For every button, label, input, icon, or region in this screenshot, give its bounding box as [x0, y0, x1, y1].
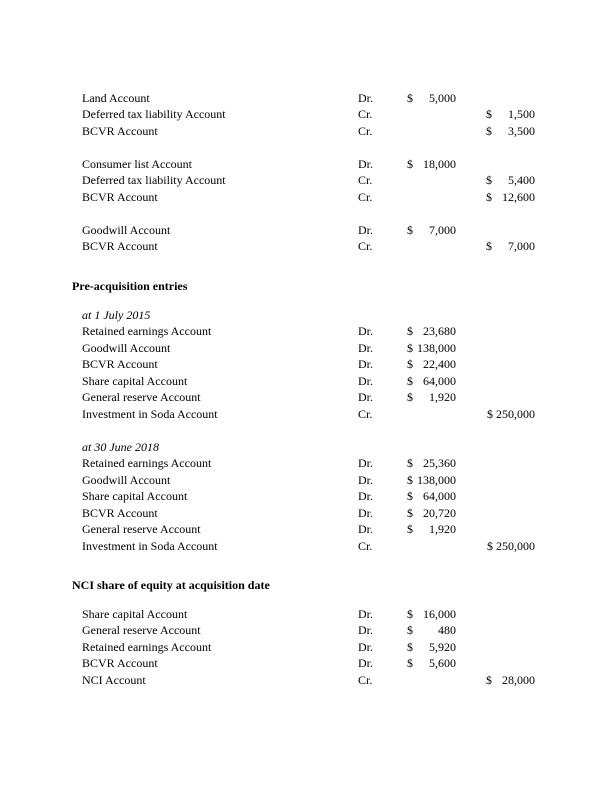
sub-heading: at 1 July 2015: [82, 308, 151, 322]
debit-currency: $: [407, 623, 413, 637]
account-name: Goodwill Account: [82, 223, 171, 237]
debit-currency: $: [407, 506, 413, 520]
journal-row: [0, 488, 612, 504]
journal-row: [0, 106, 612, 122]
debit-amount: 64,000: [423, 489, 456, 503]
dr-cr-indicator: Dr.: [358, 324, 373, 338]
credit-amount: 12,600: [502, 190, 535, 204]
debit-currency: $: [407, 640, 413, 654]
dr-cr-indicator: Dr.: [358, 656, 373, 670]
account-name: BCVR Account: [82, 124, 158, 138]
dr-cr-indicator: Cr.: [358, 124, 373, 138]
journal-row: [0, 406, 612, 422]
dr-cr-indicator: Dr.: [358, 473, 373, 487]
account-name: Investment in Soda Account: [82, 539, 218, 553]
debit-currency: $: [407, 374, 413, 388]
account-name: Investment in Soda Account: [82, 407, 218, 421]
debit-amount: 18,000: [423, 157, 456, 171]
credit-currency: $: [486, 673, 492, 687]
credit-amount: 28,000: [502, 673, 535, 687]
account-name: BCVR Account: [82, 506, 158, 520]
dr-cr-indicator: Dr.: [358, 506, 373, 520]
debit-currency: $: [407, 656, 413, 670]
account-name: General reserve Account: [82, 623, 201, 637]
dr-cr-indicator: Cr.: [358, 107, 373, 121]
debit-currency: $: [407, 341, 413, 355]
debit-currency: $: [407, 324, 413, 338]
debit-currency: $: [407, 522, 413, 536]
section-heading: NCI share of equity at acquisition date: [72, 578, 270, 592]
journal-row: [0, 356, 612, 372]
dr-cr-indicator: Dr.: [358, 623, 373, 637]
debit-amount: 23,680: [423, 324, 456, 338]
account-name: Share capital Account: [82, 607, 188, 621]
journal-row: [0, 373, 612, 389]
credit-currency: $: [486, 239, 492, 253]
account-name: Retained earnings Account: [82, 456, 212, 470]
dr-cr-indicator: Cr.: [358, 407, 373, 421]
dr-cr-indicator: Dr.: [358, 341, 373, 355]
journal-row: [0, 538, 612, 554]
account-name: Consumer list Account: [82, 157, 192, 171]
journal-row: [0, 606, 612, 622]
journal-row: [0, 238, 612, 254]
journal-row: [0, 172, 612, 188]
account-name: General reserve Account: [82, 390, 201, 404]
account-name: BCVR Account: [82, 656, 158, 670]
journal-row: [0, 622, 612, 638]
account-name: Share capital Account: [82, 374, 188, 388]
dr-cr-indicator: Dr.: [358, 489, 373, 503]
account-name: Retained earnings Account: [82, 640, 212, 654]
debit-amount: 7,000: [429, 223, 456, 237]
account-name: Deferred tax liability Account: [82, 107, 226, 121]
dr-cr-indicator: Dr.: [358, 357, 373, 371]
debit-amount: 1,920: [429, 522, 456, 536]
dr-cr-indicator: Dr.: [358, 223, 373, 237]
dr-cr-indicator: Dr.: [358, 91, 373, 105]
debit-amount: 480: [438, 623, 456, 637]
account-name: NCI Account: [82, 673, 146, 687]
debit-amount: 5,000: [429, 91, 456, 105]
account-name: BCVR Account: [82, 357, 158, 371]
sub-heading: at 30 June 2018: [82, 440, 159, 454]
journal-row: [0, 655, 612, 671]
debit-currency: $: [407, 357, 413, 371]
credit-amount: 250,000: [496, 407, 535, 421]
journal-row: [0, 389, 612, 405]
dr-cr-indicator: Dr.: [358, 374, 373, 388]
account-name: BCVR Account: [82, 239, 158, 253]
debit-currency: $: [407, 473, 413, 487]
dr-cr-indicator: Cr.: [358, 539, 373, 553]
dr-cr-indicator: Cr.: [358, 673, 373, 687]
debit-amount: 5,920: [429, 640, 456, 654]
credit-currency: $: [486, 107, 492, 121]
account-name: Retained earnings Account: [82, 324, 212, 338]
journal-row: [0, 123, 612, 139]
dr-cr-indicator: Dr.: [358, 522, 373, 536]
dr-cr-indicator: Dr.: [358, 157, 373, 171]
debit-amount: 25,360: [423, 456, 456, 470]
account-name: General reserve Account: [82, 522, 201, 536]
dr-cr-indicator: Dr.: [358, 456, 373, 470]
debit-currency: $: [407, 157, 413, 171]
account-name: Goodwill Account: [82, 473, 171, 487]
journal-row: [0, 472, 612, 488]
journal-row: [0, 222, 612, 238]
account-name: Land Account: [82, 91, 150, 105]
credit-currency: $: [487, 407, 493, 421]
journal-row: [0, 156, 612, 172]
journal-row: [0, 521, 612, 537]
credit-amount: 3,500: [508, 124, 535, 138]
dr-cr-indicator: Dr.: [358, 640, 373, 654]
account-name: Share capital Account: [82, 489, 188, 503]
debit-amount: 5,600: [429, 656, 456, 670]
credit-currency: $: [486, 173, 492, 187]
debit-amount: 20,720: [423, 506, 456, 520]
debit-currency: $: [407, 489, 413, 503]
journal-row: [0, 323, 612, 339]
journal-row: [0, 455, 612, 471]
credit-amount: 250,000: [496, 539, 535, 553]
journal-row: [0, 90, 612, 106]
dr-cr-indicator: Cr.: [358, 239, 373, 253]
credit-amount: 1,500: [508, 107, 535, 121]
section-heading: Pre-acquisition entries: [72, 279, 188, 293]
account-name: Deferred tax liability Account: [82, 173, 226, 187]
dr-cr-indicator: Cr.: [358, 190, 373, 204]
dr-cr-indicator: Dr.: [358, 607, 373, 621]
credit-amount: 7,000: [508, 239, 535, 253]
debit-currency: $: [407, 390, 413, 404]
journal-row: [0, 672, 612, 688]
debit-amount: 138,000: [417, 473, 456, 487]
debit-amount: 64,000: [423, 374, 456, 388]
debit-currency: $: [407, 223, 413, 237]
credit-currency: $: [486, 124, 492, 138]
journal-row: [0, 189, 612, 205]
dr-cr-indicator: Dr.: [358, 390, 373, 404]
account-name: BCVR Account: [82, 190, 158, 204]
debit-amount: 1,920: [429, 390, 456, 404]
debit-currency: $: [407, 456, 413, 470]
debit-currency: $: [407, 91, 413, 105]
debit-currency: $: [407, 607, 413, 621]
journal-row: [0, 340, 612, 356]
credit-amount: 5,400: [508, 173, 535, 187]
credit-currency: $: [486, 190, 492, 204]
debit-amount: 138,000: [417, 341, 456, 355]
journal-row: [0, 639, 612, 655]
debit-amount: 16,000: [423, 607, 456, 621]
account-name: Goodwill Account: [82, 341, 171, 355]
credit-currency: $: [487, 539, 493, 553]
debit-amount: 22,400: [423, 357, 456, 371]
dr-cr-indicator: Cr.: [358, 173, 373, 187]
journal-row: [0, 505, 612, 521]
